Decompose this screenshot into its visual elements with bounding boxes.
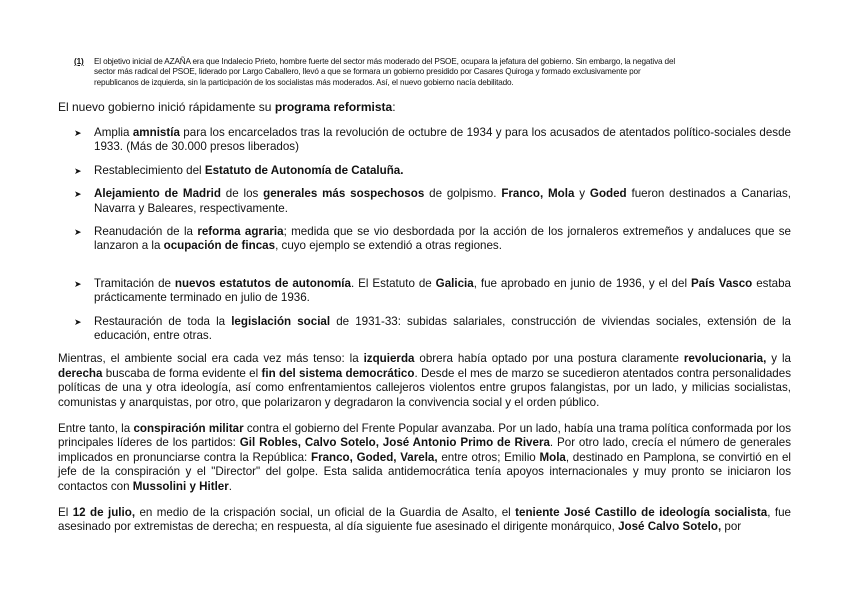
item-bold: legislación social <box>231 314 331 328</box>
para-text: , fue asesinado por extremistas de derecha; en respuesta, al día siguiente fue asesinado el dirigente monárquico, <box>58 506 792 534</box>
item-text: fueron destinados a Canarias, Navarra y Baleares, respectivamente. <box>94 187 792 215</box>
footnote-line: El objetivo inicial de AZAÑA era que Indalecio Prieto, hombre fuerte del sector más moderado del PSOE, ocupara la jefatura del gobierno. Sin embargo, la negativa del <box>94 57 676 66</box>
para-text: , destinado en Pamplona, se convirtió en el jefe de la conspiración y el "Director" del golpe. Esta salida antidemocrática tenía apoyos internacionales y muy pronto se iniciaron los contactos con <box>58 450 792 493</box>
footnote-line: republicanos de izquierda, sin la participación de los socialistas más moderados. Así, el nuevo gobierno nacía debilitado. <box>94 77 514 87</box>
arrow-bullet-icon: ➤ <box>74 278 82 289</box>
item-bold: Estatuto de Autonomía de Cataluña. <box>204 163 404 177</box>
para-text: Mientras, el ambiente social era cada vez más tenso: la <box>58 352 364 366</box>
list-item-estatutos-autonomia <box>58 277 791 306</box>
item-bold: generales más sospechosos <box>263 187 425 201</box>
para-bold: derecha <box>58 366 103 380</box>
item-bold: amnistía <box>132 125 180 139</box>
item-bold: nuevos estatutos de autonomía <box>174 276 351 290</box>
paragraph-12-julio <box>58 506 791 535</box>
item-bold: Franco, Mola <box>501 187 575 201</box>
intro-paragraph <box>58 100 791 114</box>
para-bold: conspiración militar <box>133 421 244 435</box>
list-item-estatuto-cataluna <box>58 164 791 178</box>
para-bold: teniente José Castillo de ideología socialista <box>515 506 768 520</box>
para-bold: José Calvo Sotelo, <box>618 520 722 534</box>
item-text: . El Estatuto de <box>350 276 436 290</box>
para-text: buscaba de forma evidente el <box>102 366 262 380</box>
arrow-bullet-icon: ➤ <box>74 189 82 200</box>
item-bold: Alejamiento de Madrid <box>94 187 221 201</box>
item-text: Tramitación de <box>94 276 175 290</box>
item-text: Reanudación de la <box>94 224 198 238</box>
arrow-bullet-icon: ➤ <box>74 127 82 138</box>
item-text: para los encarcelados tras la revolución de octubre de 1934 y para los acusados de atentados político-sociales desde 1933. (Más de 30.000 presos liberados) <box>94 125 791 154</box>
item-text: ; medida que se vio desbordada por la acción de los jornaleros extremeños y andaluces que se lanzaron a la <box>94 224 792 253</box>
item-bold: Goded <box>589 187 627 201</box>
item-bold: reforma agraria <box>197 224 284 238</box>
item-text: y <box>574 187 590 201</box>
item-text: , fue aprobado en junio de 1936, y el del <box>473 276 691 290</box>
item-text: de los <box>220 187 264 201</box>
para-bold: revolucionaria, <box>683 352 767 366</box>
footnote <box>74 57 791 88</box>
arrow-bullet-icon: ➤ <box>74 316 82 327</box>
para-bold: Franco, Goded, Varela, <box>310 450 438 464</box>
item-bold: País Vasco <box>690 276 753 290</box>
intro-bold: programa reformista <box>274 99 393 114</box>
para-text: entre otros; Emilio <box>437 450 540 464</box>
item-text: Restauración de toda la <box>94 314 232 328</box>
para-bold: 12 de julio, <box>72 506 136 520</box>
item-text: , cuyo ejemplo se extendió a otras regiones. <box>275 239 502 253</box>
para-text: . Desde el mes de marzo se sucedieron atentados contra personalidades políticas de una y otra ideología, así como enfrentamientos callejeros violentos entre grupos falangistas, por un lado, y milicias socialistas, comunistas y anarquistas, por otro, que polarizaron y degradaron la convivencia social y el orden público. <box>58 366 792 409</box>
footnote-line: sector más radical del PSOE, liderado por Largo Caballero, llevó a que se formara un gobierno presidido por Casares Quiroga y formado exclusivamente por <box>94 67 641 77</box>
intro-text: : <box>392 99 396 114</box>
item-text: de 1931-33: subidas salariales, construcción de viviendas sociales, extensión de la educación, entre otras. <box>94 314 791 342</box>
para-text: y la <box>766 352 791 366</box>
item-bold: Galicia <box>435 276 474 290</box>
intro-text: El nuevo gobierno inició rápidamente su <box>58 99 275 114</box>
item-text: de golpismo. <box>424 187 502 201</box>
list-item-alejamiento <box>58 187 791 216</box>
item-text: estaba prácticamente terminado en julio de 1936. <box>94 276 792 305</box>
item-text: Restablecimiento del <box>94 163 205 177</box>
para-text: Entre tanto, la <box>58 421 134 435</box>
para-bold: Gil Robles, Calvo Sotelo, José Antonio Primo de Rivera <box>239 436 550 450</box>
document-page <box>58 57 791 547</box>
list-item-amnistia <box>58 126 791 155</box>
para-text: en medio de la crispación social, un oficial de la Guardia de Asalto, el <box>135 506 516 520</box>
arrow-bullet-icon: ➤ <box>74 165 82 176</box>
para-text: obrera había optado por una postura claramente <box>414 352 684 366</box>
reform-list <box>58 126 791 343</box>
arrow-bullet-icon: ➤ <box>74 226 82 237</box>
paragraph-conspiracion <box>58 422 791 494</box>
para-bold: Mussolini y Hitler <box>132 479 229 493</box>
para-text: El <box>58 506 73 520</box>
paragraph-ambiente-social <box>58 352 791 410</box>
item-text: Amplia <box>94 125 133 139</box>
para-text: . <box>228 479 232 493</box>
list-item-reforma-agraria <box>58 225 791 254</box>
para-text: . Por otro lado, crecía el número de generales implicados en pronunciarse contra la República: <box>58 436 792 464</box>
list-item-legislacion-social <box>58 315 791 344</box>
para-text: contra el gobierno del Frente Popular avanzaba. Por un lado, había una trama política conformada por los principales líderes de los partidos: <box>58 421 792 450</box>
item-bold: ocupación de fincas <box>163 239 276 253</box>
para-bold: Mola <box>539 450 566 464</box>
para-bold: izquierda <box>363 352 415 366</box>
para-bold: fin del sistema democrático <box>261 366 415 380</box>
footnote-marker[interactable]: (1) <box>74 57 84 66</box>
para-text: por <box>721 520 742 534</box>
